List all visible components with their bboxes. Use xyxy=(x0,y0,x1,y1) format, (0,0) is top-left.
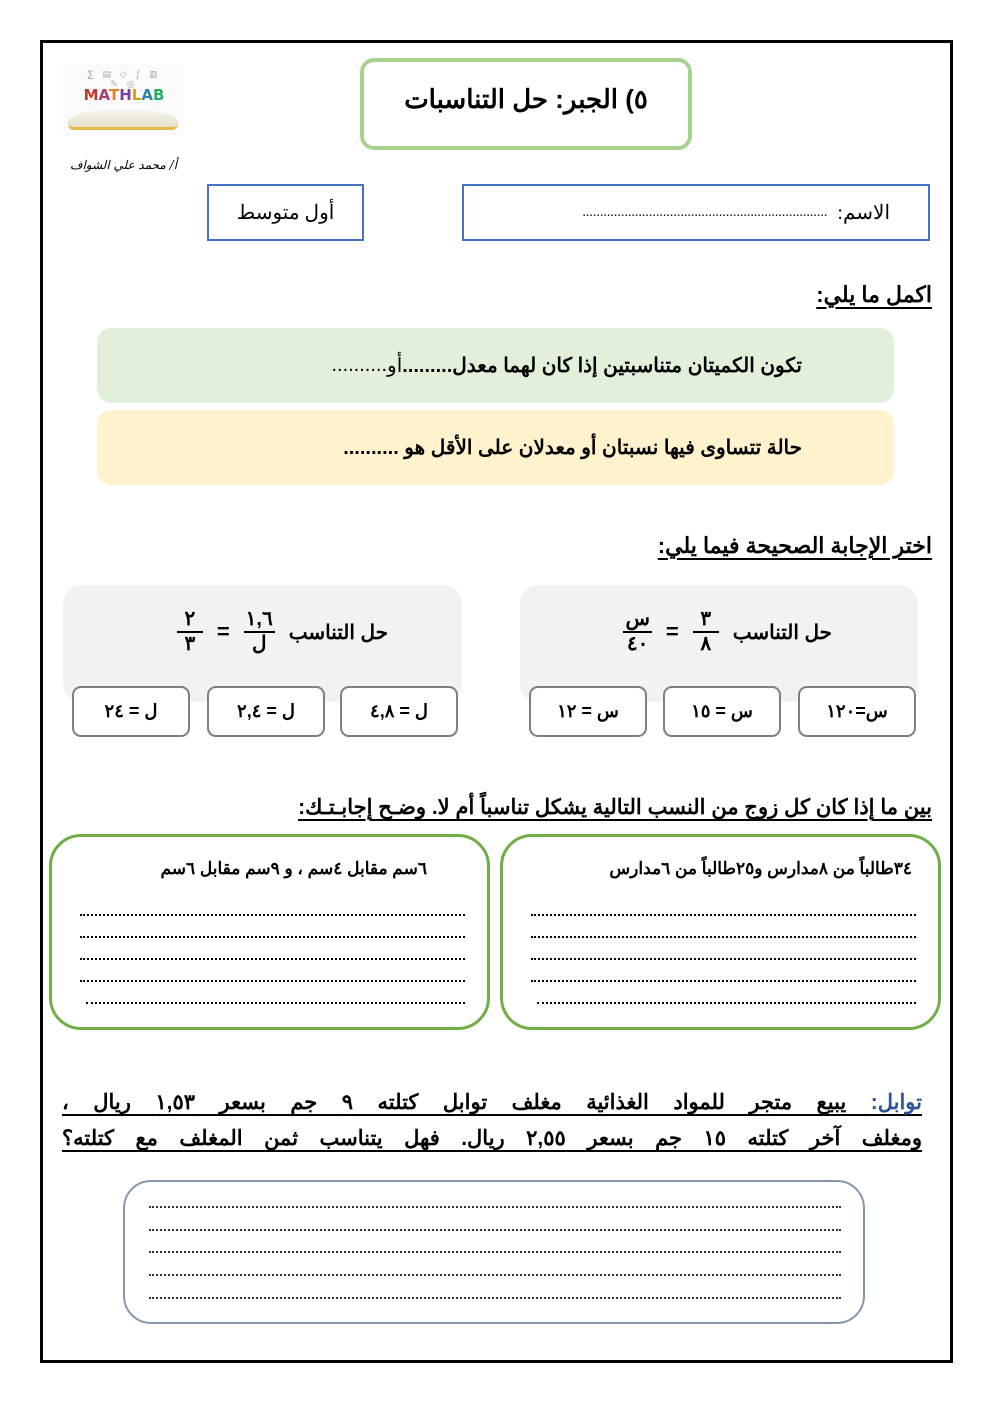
answer-line[interactable] xyxy=(531,958,916,960)
q1-option-b[interactable]: س = ١٥ xyxy=(663,686,781,737)
fraction-2-over-3: $\frac{٢}{٣}$ xyxy=(177,609,203,655)
answer-line[interactable] xyxy=(149,1297,841,1299)
word-problem-line-2: ومغلف آخر كتلته ١٥ جم بسعر ٢,٥٥ ريال. فهل يتناسب ثمن المغلف مع كتلته؟ xyxy=(62,1127,922,1150)
grade-box xyxy=(207,184,364,241)
logo-text: MATHLAB xyxy=(83,86,165,104)
name-blank[interactable]: ...................................................................... xyxy=(582,204,828,220)
answer-line[interactable] xyxy=(149,1229,841,1231)
answer-line[interactable] xyxy=(149,1206,841,1208)
page-title: ٥) الجبر: حل التناسبات xyxy=(404,84,648,114)
fill-item-1[interactable] xyxy=(97,328,894,403)
answer-line[interactable] xyxy=(149,1251,841,1253)
answer-line[interactable] xyxy=(531,980,916,982)
answer-line[interactable] xyxy=(86,1002,465,1004)
fill-item-1-text: تكون الكميتان متناسبتين إذا كان لهما معدل......... xyxy=(402,355,802,377)
name-field[interactable] xyxy=(462,184,930,241)
answer-line[interactable] xyxy=(80,958,465,960)
mcq-question-2 xyxy=(63,585,462,702)
section-heading-complete: اكمل ما يلي: xyxy=(816,282,932,307)
q1-option-c[interactable]: س = ١٢ xyxy=(529,686,647,737)
answer-line[interactable] xyxy=(537,1002,916,1004)
section-heading-choose: اختر الإجابة الصحيحة فيما يلي: xyxy=(657,533,932,558)
logo-doodles-icon: ∑ ▤ ◇ ∫ ▥ ✎ ◎ xyxy=(87,70,161,90)
word-problem-line-1: توابل: يبيع متجر للمواد الغذائية مغلف توابل كتلته ٩ جم بسعر ١,٥٣ ريال ، xyxy=(62,1091,923,1114)
equals-sign: = xyxy=(665,619,679,644)
mcq-question-1 xyxy=(520,585,918,702)
math-lab-logo xyxy=(62,64,184,136)
ratio-item-2 xyxy=(49,834,490,1030)
fraction-3-over-8: $\frac{٣}{٨}$ xyxy=(693,609,719,655)
word-problem xyxy=(62,1085,922,1157)
mcq-question-1-equation xyxy=(623,609,832,655)
ratio-item-1-prompt: ٣٤طالباً من ٨مدارس و٢٥طالباً من ٦مدارس xyxy=(609,859,912,878)
q2-option-a[interactable]: ل = ٤,٨ xyxy=(340,686,458,737)
fill-item-1-connector: أو xyxy=(387,355,403,377)
open-book-icon xyxy=(68,110,178,130)
section-heading-proportion: بين ما إذا كان كل زوج من النسب التالية يشكل تناسباً أم لا. وضـح إجابـتـك: xyxy=(298,796,932,819)
answer-line[interactable] xyxy=(531,936,916,938)
equals-sign: = xyxy=(216,619,230,644)
answer-line[interactable] xyxy=(80,914,465,916)
word-problem-keyword: توابل: xyxy=(870,1091,923,1114)
ratio-item-1 xyxy=(500,834,941,1030)
q1-option-a[interactable]: س=١٢٠ xyxy=(798,686,916,737)
answer-line[interactable] xyxy=(80,936,465,938)
title-box xyxy=(360,58,692,150)
answer-line[interactable] xyxy=(80,980,465,982)
mcq-question-2-label: حل التناسب xyxy=(288,621,388,644)
fill-item-1-blank[interactable]: .......... xyxy=(331,354,388,376)
fill-item-2[interactable] xyxy=(97,410,894,485)
mcq-question-2-equation xyxy=(177,609,388,655)
name-label: الاسم: xyxy=(837,202,890,224)
fill-item-2-text: حالة تتساوى فيها نسبتان أو معدلان على الأقل هو .......... xyxy=(343,437,802,459)
word-problem-answer-box xyxy=(123,1180,865,1324)
mcq-question-1-label: حل التناسب xyxy=(732,621,832,644)
q2-option-b[interactable]: ل = ٢,٤ xyxy=(207,686,325,737)
fraction-1.6-over-l: $\frac{١,٦}{\text{ل}}$ xyxy=(245,608,273,655)
answer-line[interactable] xyxy=(531,914,916,916)
q2-option-c[interactable]: ل = ٢٤ xyxy=(72,686,190,737)
fraction-x-over-40: $\frac{\text{س}}{٤٠}$ xyxy=(625,608,650,655)
answer-line[interactable] xyxy=(149,1274,841,1276)
grade-label: أول متوسط xyxy=(236,202,335,224)
ratio-item-2-prompt: ٦سم مقابل ٤سم ، و ٩سم مقابل ٦سم xyxy=(160,859,427,878)
author-name: أ/ محمد علي الشواف xyxy=(70,158,178,172)
